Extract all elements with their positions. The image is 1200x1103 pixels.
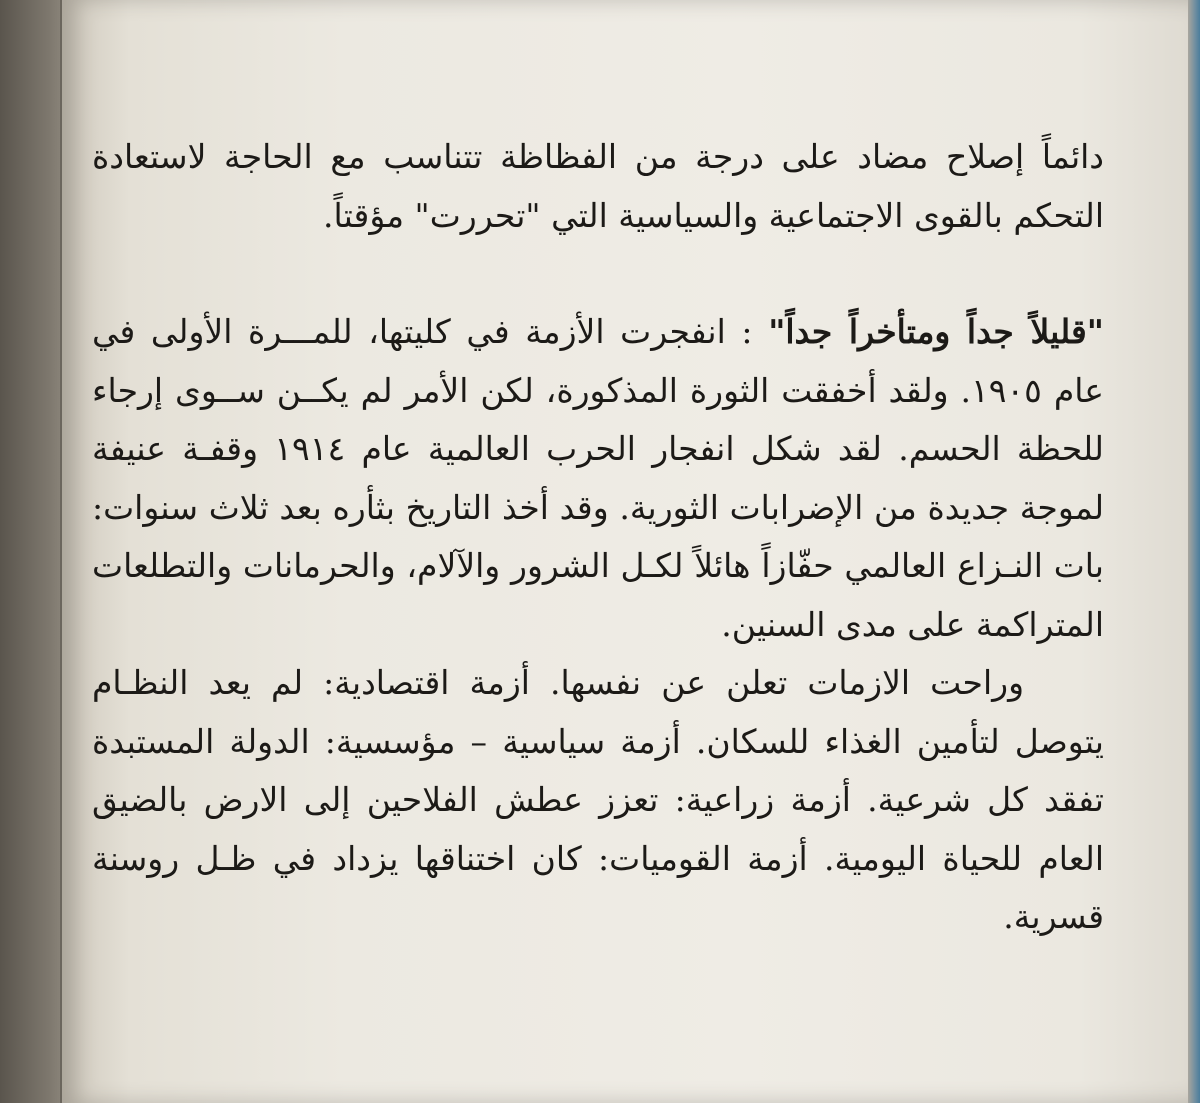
paragraph-2-body: : انفجرت الأزمة في كليتها، للمـــرة الأولى في عام ١٩٠٥. ولقد أخفقت الثورة المذكورة، لكن الأمر لم يكــن ســوى إرجاء للحظة الحسم. لقد شكل انفجار الحرب العالمية عام ١٩١٤ وقفـة عنيفة لموجة جديدة من الإضرابات الثورية. وقد أخذ التاريخ بثأره بعد ثلاث سنوات: بات النـزاع العالمي حفّازاً هائلاً لكـل الشرور والآلام، والحرمانات والتطلعات المتراكمة على مدى السنين. [92,312,1104,644]
paragraph-2-lead: "قليلاً جداً ومتأخراً جداً" [768,312,1104,351]
page-text [92,128,1104,947]
paragraph-3: وراحت الازمات تعلن عن نفسها. أزمة اقتصادية: لم يعد النظـام يتوصل لتأمين الغذاء للسكان. أزمة سياسية – مؤسسية: الدولة المستبدة تفقد كل شرعية. أزمة زراعية: تعزز عطش الفلاحين إلى الارض بالضيق العام للحياة اليومية. أزمة القوميات: كان اختناقها يزداد في ظـل روسنة قسرية. [92,663,1104,936]
book-page [60,0,1192,1103]
paragraph-2 [92,303,1104,654]
paragraph-1: دائماً إصلاح مضاد على درجة من الفظاظة تتناسب مع الحاجة لاستعادة التحكم بالقوى الاجتماعية والسياسية التي "تحررت" مؤقتاً. [92,137,1104,235]
page-edge [1188,0,1200,1103]
